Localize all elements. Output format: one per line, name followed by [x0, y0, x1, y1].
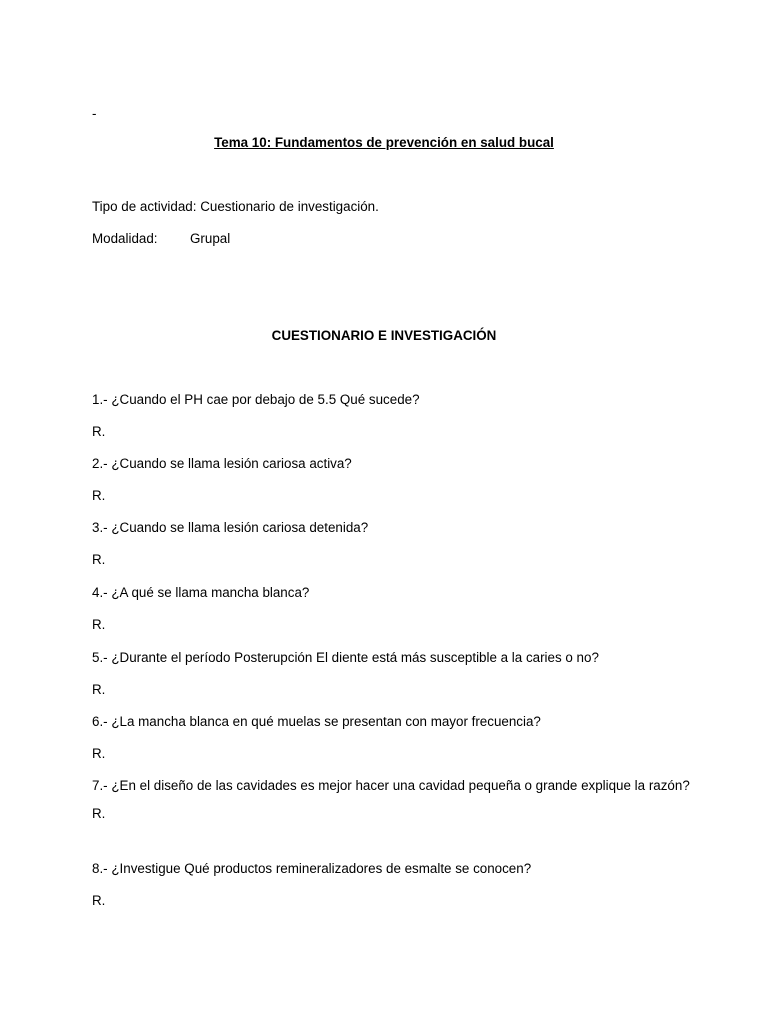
activity-type-label: Tipo de actividad:	[92, 199, 197, 214]
activity-type-line	[92, 198, 379, 215]
question-item-7	[92, 777, 692, 822]
answer-label: R.	[92, 424, 106, 439]
question-text: 1.- ¿Cuando el PH cae por debajo de 5.5 Qué sucede?	[92, 392, 420, 407]
question-text: 7.- ¿En el diseño de las cavidades es mejor hacer una cavidad pequeña o grande explique la razón?	[92, 778, 690, 793]
modality-label: Modalidad:	[92, 231, 158, 246]
question-item-5	[92, 649, 692, 698]
question-text: 8.- ¿Investigue Qué productos remineralizadores de esmalte se conocen?	[92, 861, 532, 876]
question-text: 3.- ¿Cuando se llama lesión cariosa detenida?	[92, 520, 369, 535]
activity-type-value: Cuestionario de investigación.	[200, 199, 379, 214]
answer-label: R.	[92, 488, 106, 503]
question-item-2	[92, 455, 692, 504]
question-text: 5.- ¿Durante el período Posterupción El diente está más susceptible a la caries o no?	[92, 650, 599, 665]
answer-label: R.	[92, 806, 106, 821]
answer-label: R.	[92, 682, 106, 697]
question-item-8	[92, 860, 692, 909]
question-item-6	[92, 713, 692, 762]
question-text: 6.- ¿La mancha blanca en qué muelas se presentan con mayor frecuencia?	[92, 714, 541, 729]
answer-label: R.	[92, 893, 106, 908]
modality-value: Grupal	[190, 231, 231, 246]
leading-dash: -	[92, 106, 97, 121]
question-item-1	[92, 391, 692, 440]
answer-label: R.	[92, 552, 106, 567]
modality-line	[92, 230, 392, 247]
question-text: 4.- ¿A qué se llama mancha blanca?	[92, 585, 310, 600]
section-title: CUESTIONARIO E INVESTIGACIÓN	[271, 328, 497, 343]
question-text: 2.- ¿Cuando se llama lesión cariosa activa?	[92, 456, 352, 471]
question-item-4	[92, 584, 692, 633]
answer-label: R.	[92, 617, 106, 632]
page-title: Tema 10: Fundamentos de prevención en salud bucal	[214, 135, 554, 150]
answer-label: R.	[92, 746, 106, 761]
question-item-3	[92, 519, 692, 568]
